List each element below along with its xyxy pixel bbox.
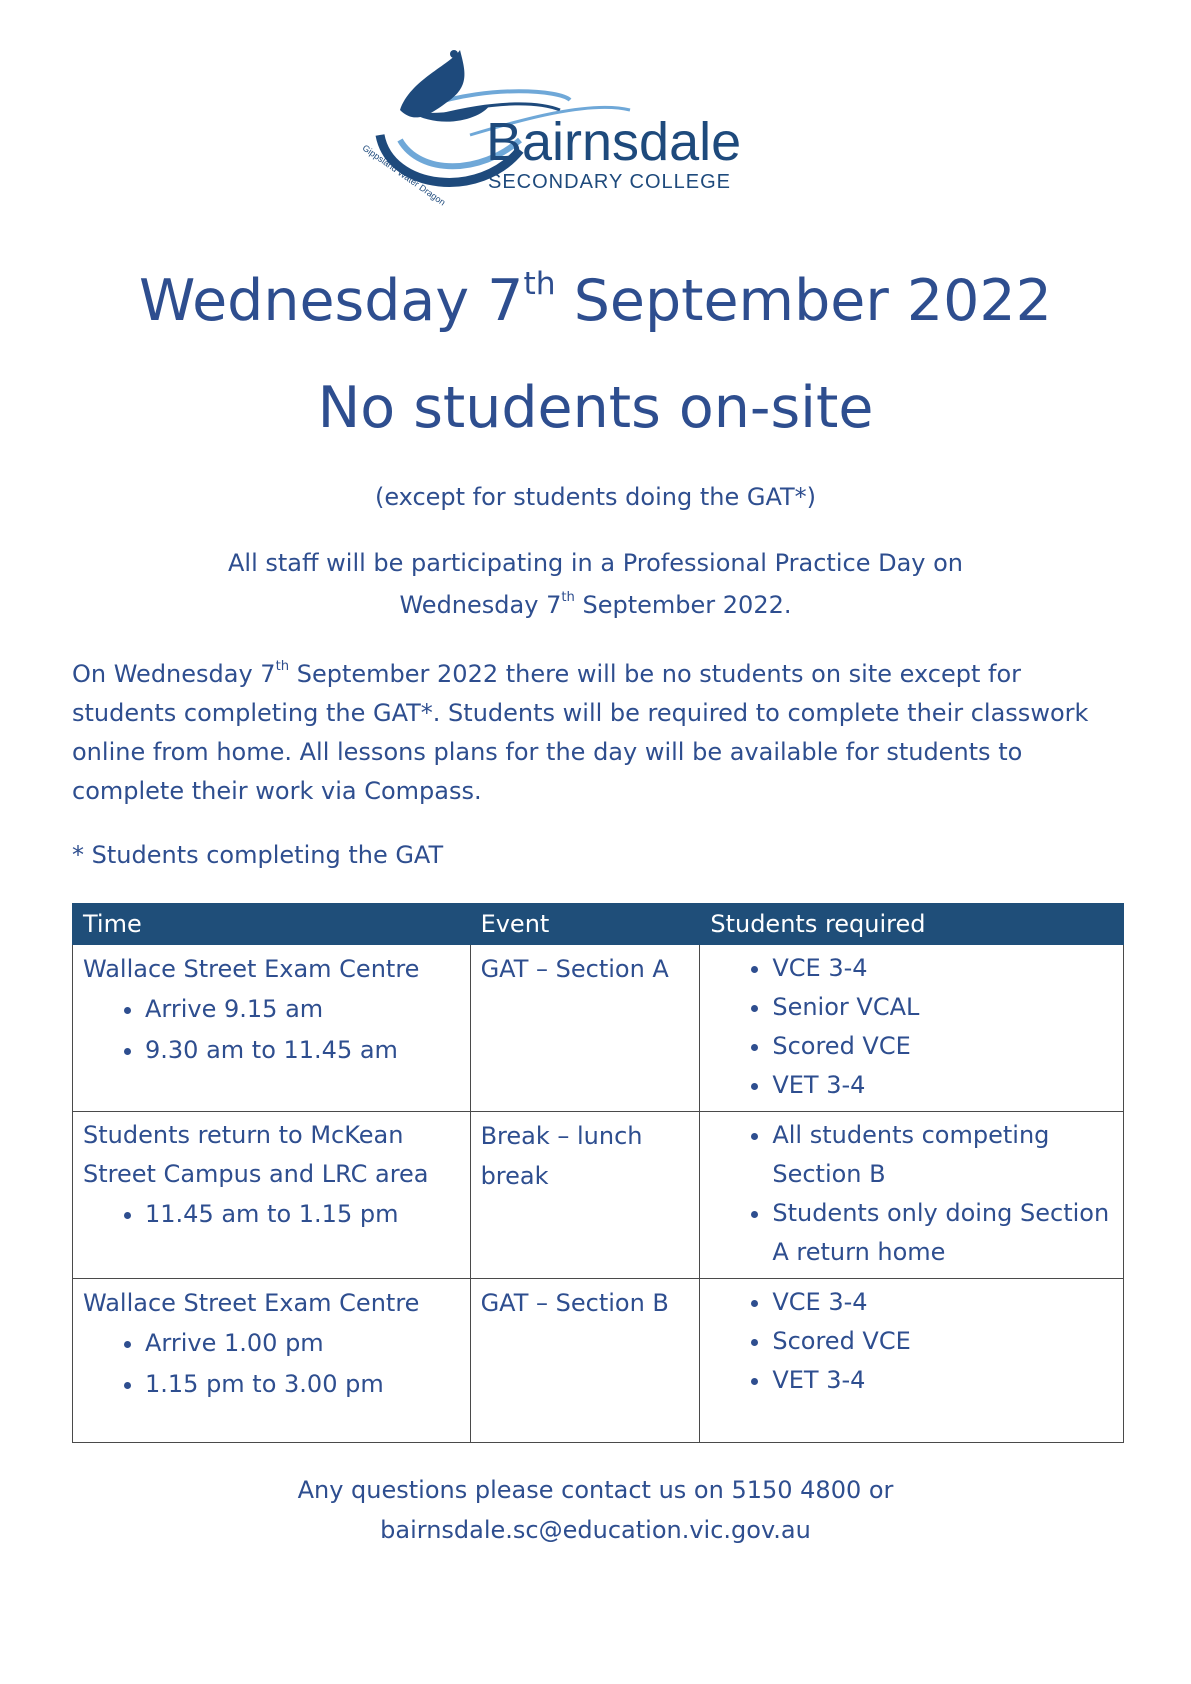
table-row	[73, 945, 1124, 1112]
list-item: • 9.30 am to 11.45 am	[145, 1030, 460, 1071]
time-title: Students return to McKean Street Campus and LRC area	[83, 1121, 429, 1188]
list-item: • VCE 3-4	[772, 1283, 1113, 1322]
list-item: • Students only doing Section A return home	[772, 1194, 1113, 1272]
time-cell	[73, 1112, 471, 1279]
list-item: • Scored VCE	[772, 1027, 1113, 1066]
logo-name: Bairnsdale	[486, 112, 742, 172]
students-cell	[700, 1112, 1124, 1279]
logo-subtitle: SECONDARY COLLEGE	[488, 171, 732, 193]
header-event: Event	[470, 904, 700, 945]
gat-footnote: * Students completing the GAT	[72, 841, 444, 869]
list-item: • Senior VCAL	[772, 988, 1113, 1027]
logo-tagline: Gippsland Water Dragon	[360, 142, 448, 208]
body-paragraph: On Wednesday 7th September 2022 there will be no students on site except for students completing the GAT*. Students will be required to complete their classwork online from home. All lessons plans for the day will be available for students to complete their work via Compass.	[72, 659, 1089, 805]
contact-email[interactable]: bairnsdale.sc@education.vic.gov.au	[380, 1516, 811, 1544]
time-cell	[73, 945, 471, 1112]
list-item: • VET 3-4	[772, 1066, 1113, 1105]
staff-notice-line1: All staff will be participating in a Professional Practice Day on	[227, 549, 963, 577]
list-item: • 1.15 pm to 3.00 pm	[145, 1364, 460, 1405]
header-students: Students required	[700, 904, 1124, 945]
list-item: • All students competing Section B	[772, 1116, 1113, 1194]
contact-footer	[0, 1470, 1191, 1550]
staff-notice	[0, 544, 1191, 624]
list-item: • 11.45 am to 1.15 pm	[145, 1194, 460, 1235]
school-logo	[360, 40, 830, 210]
headline-title: No students on-site	[317, 375, 874, 441]
schedule-table	[72, 903, 1124, 1443]
students-cell	[700, 945, 1124, 1112]
list-item: • Scored VCE	[772, 1322, 1113, 1361]
students-cell	[700, 1279, 1124, 1443]
list-item: • VCE 3-4	[772, 949, 1113, 988]
table-row	[73, 1112, 1124, 1279]
event-cell: GAT – Section A	[470, 945, 700, 1112]
list-item: • VET 3-4	[772, 1361, 1113, 1400]
staff-notice-line2: Wednesday 7th September 2022.	[399, 590, 792, 619]
table-row	[73, 1279, 1124, 1443]
time-title: Wallace Street Exam Centre	[83, 955, 420, 983]
header-time: Time	[73, 904, 471, 945]
list-item: • Arrive 9.15 am	[145, 989, 460, 1030]
event-cell: Break – lunch break	[470, 1112, 700, 1279]
time-title: Wallace Street Exam Centre	[83, 1289, 420, 1317]
list-item: • Arrive 1.00 pm	[145, 1323, 460, 1364]
headline-date: Wednesday 7th September 2022	[139, 265, 1052, 334]
except-note: (except for students doing the GAT*)	[374, 483, 817, 511]
table-header-row	[73, 904, 1124, 945]
event-cell: GAT – Section B	[470, 1279, 700, 1443]
contact-line: Any questions please contact us on 5150 4800 or	[297, 1476, 894, 1504]
time-cell	[73, 1279, 471, 1443]
